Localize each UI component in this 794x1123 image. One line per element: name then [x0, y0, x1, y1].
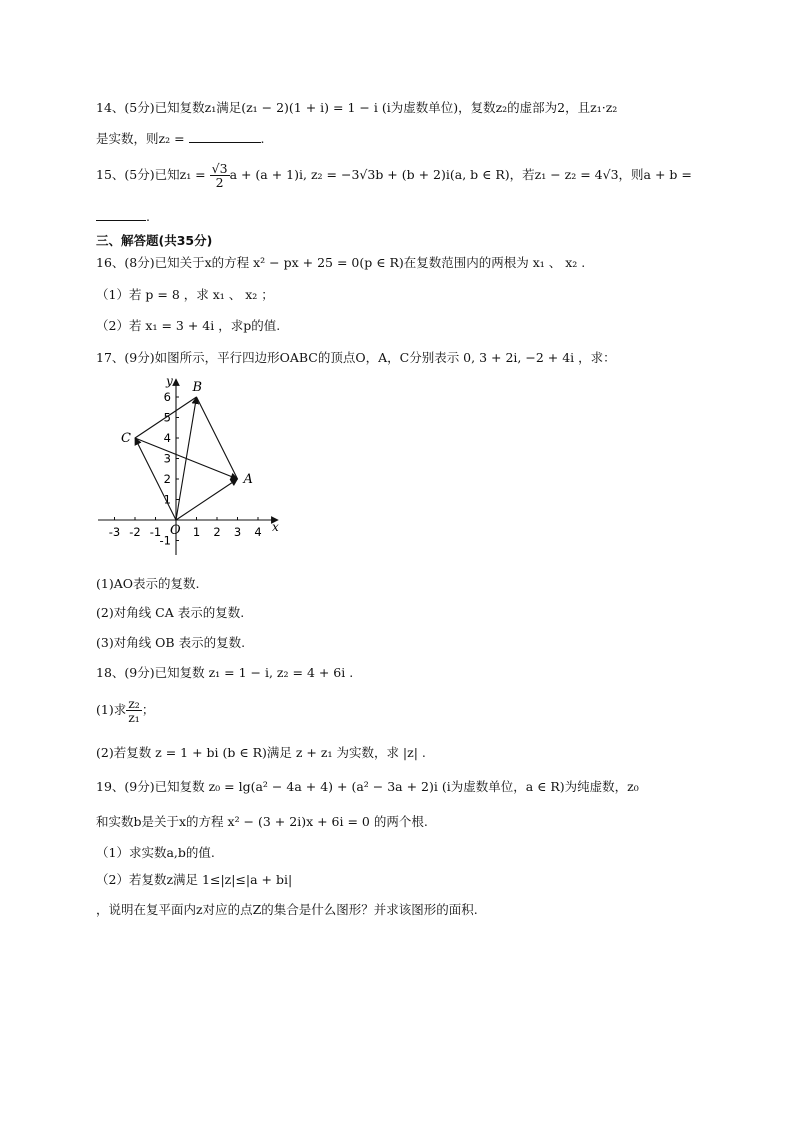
axis-ticks	[109, 390, 262, 548]
x-tick-label: -3	[108, 525, 121, 539]
q18-fraction	[126, 697, 142, 724]
q19-sub2-cont: ，说明在复平面内z对应的点Z的集合是什么图形？并求该图形的面积.	[96, 902, 478, 917]
y-tick-label: 1	[163, 492, 171, 507]
y-tick-label: 3	[163, 451, 171, 466]
y-tick-label: 6	[163, 390, 171, 404]
q19-stem1: 19、(9分)已知复数 z₀ = lg(a² − 4a + 4) + (a² − 3a + 2)i (i为虚数单位，a ∈ R)为纯虚数，z₀	[96, 779, 639, 794]
q19-sub1: （1）求实数a,b的值.	[96, 845, 215, 860]
q18-sub1-suffix: ；	[141, 702, 155, 717]
y-tick-label: 2	[163, 472, 171, 486]
point-label-b: B	[192, 380, 203, 395]
q15-rest: a + (a + 1)i, z₂ = −3√3b + (b + 2)i(a, b ∈ R)，若z₁ − z₂ = 4√3，则a + b =	[229, 167, 692, 182]
q17-sub3: (3)对角线 OB 表示的复数.	[96, 635, 246, 650]
q19-sub2: （2）若复数z满足 1≤|z|≤|a + bi|	[96, 872, 293, 887]
y-tick-label: 4	[163, 431, 171, 445]
parallelogram-shape	[135, 397, 238, 520]
q15-prefix: 15、(5分)已知z₁ =	[96, 167, 210, 182]
q15-frac-num: √3	[211, 161, 228, 176]
q18-frac-den: z₁	[128, 710, 140, 725]
q18-frac-num: z₂	[128, 696, 140, 711]
q14-line2-text: 是实数，则z₂ =	[96, 131, 189, 146]
x-axis-label: x	[272, 520, 279, 534]
x-tick-label: -1	[149, 525, 162, 539]
q15-frac-den: 2	[215, 175, 224, 190]
point-label-c: C	[121, 431, 131, 446]
section-title: 三、解答题(共35分)	[96, 233, 213, 248]
q17-sub1: (1)AO表示的复数.	[96, 576, 200, 591]
y-axis-label: y	[166, 375, 173, 388]
x-tick-label: 2	[213, 525, 221, 539]
q19-stem2: 和实数b是关于x的方程 x² − (3 + 2i)x + 6i = 0 的两个根.	[96, 814, 428, 829]
y-tick-label: -1	[159, 533, 171, 548]
q17-stem: 17、(9分)如图所示，平行四边形OABC的顶点O，A，C分别表示 0, 3 + 2i, −2 + 4i ，求：	[96, 350, 616, 365]
segment-oa	[176, 479, 238, 520]
q14-line2	[96, 130, 265, 147]
point-label-a: A	[243, 472, 253, 487]
parallelogram-figure	[96, 375, 286, 560]
q16-sub2: （2）若 x₁ = 3 + 4i ，求p的值.	[96, 318, 281, 333]
x-tick-label: 1	[192, 525, 201, 539]
q15-line2	[96, 208, 150, 225]
y-tick-label: 5	[163, 410, 171, 425]
x-tick-label: -2	[129, 525, 141, 539]
q18-sub1-prefix: (1)求	[96, 702, 127, 717]
q14-line1: 14、(5分)已知复数z₁满足(z₁ − 2)(1 + i) = 1 − i (i为虚数单位)，复数z₂的虚部为2，且z₁·z₂	[96, 100, 618, 115]
origin-label: O	[170, 523, 181, 538]
x-tick-label: 3	[233, 525, 242, 539]
q15-line1	[96, 162, 692, 189]
q16-sub1: （1）若 p = 8 ，求 x₁ 、 x₂ ；	[96, 287, 274, 302]
q18-sub2: (2)若复数 z = 1 + bi (b ∈ R)满足 z + z₁ 为实数，求 |z| .	[96, 745, 426, 760]
answer-blank	[96, 208, 146, 221]
q16-stem: 16、(8分)已知关于x的方程 x² − px + 25 = 0(p ∈ R)在复数范围内的两根为 x₁ 、 x₂ .	[96, 255, 586, 270]
q18-sub1	[96, 697, 154, 724]
q15-fraction	[210, 162, 230, 189]
x-tick-label: 4	[254, 525, 262, 539]
q18-stem: 18、(9分)已知复数 z₁ = 1 − i, z₂ = 4 + 6i .	[96, 665, 354, 680]
q17-sub2: (2)对角线 CA 表示的复数.	[96, 605, 245, 620]
q14-line2-end: .	[260, 131, 265, 146]
segment-ca	[135, 438, 238, 479]
segment-ba	[197, 397, 238, 479]
answer-blank	[189, 130, 261, 143]
q15-end: .	[146, 209, 150, 224]
